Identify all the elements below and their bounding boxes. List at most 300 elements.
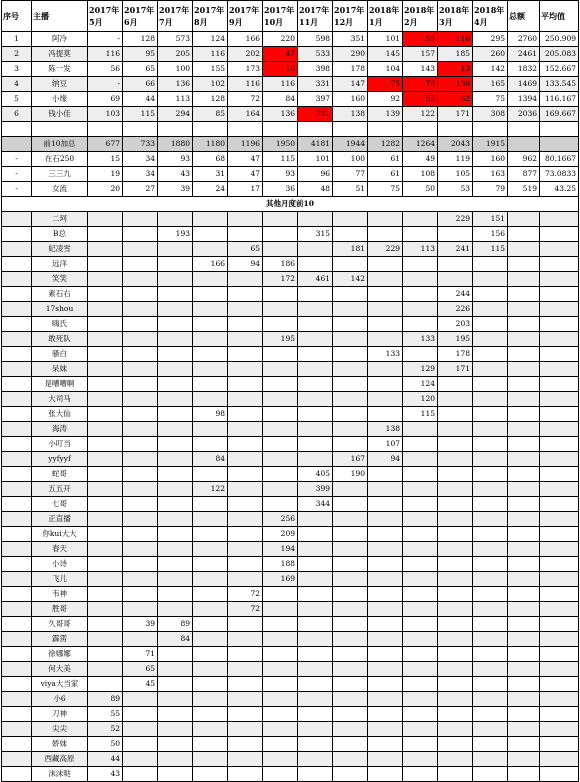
- month-value: 48: [298, 182, 333, 197]
- month-value: [263, 767, 298, 782]
- month-value: 102: [193, 77, 228, 92]
- month-value: [473, 557, 508, 572]
- month-value: [228, 452, 263, 467]
- month-value: 399: [298, 482, 333, 497]
- empty-cell: [2, 617, 32, 632]
- empty-cell: [540, 257, 579, 272]
- empty-cell: [298, 122, 333, 137]
- table-row: [2, 752, 579, 767]
- month-value: [228, 527, 263, 542]
- month-value: [158, 407, 193, 422]
- month-value: 115: [123, 107, 158, 122]
- table-row: [2, 257, 579, 272]
- row-total: [508, 137, 540, 152]
- empty-cell: [2, 602, 32, 617]
- section-title: 其他月度前10: [2, 197, 579, 212]
- table-row: [2, 362, 579, 377]
- month-value: [263, 602, 298, 617]
- month-value: [123, 332, 158, 347]
- empty-cell: [508, 287, 540, 302]
- month-value: 195: [263, 332, 298, 347]
- month-value: [263, 482, 298, 497]
- month-value: [298, 632, 333, 647]
- month-value: 50: [88, 737, 123, 752]
- month-value: [438, 707, 473, 722]
- month-value: [193, 737, 228, 752]
- month-value: [158, 242, 193, 257]
- empty-cell: [2, 512, 32, 527]
- row-total: 962: [508, 152, 540, 167]
- month-value: [158, 437, 193, 452]
- streamer-name: 飞儿: [32, 572, 88, 587]
- empty-cell: [540, 572, 579, 587]
- month-value: 171: [438, 362, 473, 377]
- month-value: 84: [158, 632, 193, 647]
- month-value: [298, 257, 333, 272]
- month-value: [263, 467, 298, 482]
- month-value: [473, 647, 508, 662]
- empty-cell: [2, 377, 32, 392]
- month-value: 95: [123, 47, 158, 62]
- month-value: [368, 302, 403, 317]
- month-value: [298, 347, 333, 362]
- month-value: [298, 707, 333, 722]
- month-value: [333, 632, 368, 647]
- month-value: 167: [333, 452, 368, 467]
- streamer-name: 三三九: [32, 167, 88, 182]
- month-value: [473, 587, 508, 602]
- empty-cell: [2, 767, 32, 782]
- month-value: [368, 692, 403, 707]
- month-value: [333, 767, 368, 782]
- month-value: [473, 752, 508, 767]
- empty-cell: [508, 752, 540, 767]
- month-value: [298, 557, 333, 572]
- empty-cell: [2, 392, 32, 407]
- month-value: 151: [473, 212, 508, 227]
- month-value: [88, 557, 123, 572]
- month-value: [403, 632, 438, 647]
- month-value: 53: [438, 182, 473, 197]
- month-value: [123, 557, 158, 572]
- month-value: [473, 422, 508, 437]
- month-value: 193: [158, 227, 193, 242]
- month-value: 147: [333, 77, 368, 92]
- table-row: [2, 572, 579, 587]
- month-value: [193, 332, 228, 347]
- month-value: 56: [88, 62, 123, 77]
- month-value: [333, 512, 368, 527]
- empty-cell: [508, 737, 540, 752]
- table-row: [2, 302, 579, 317]
- empty-cell: [540, 302, 579, 317]
- month-value: 397: [298, 92, 333, 107]
- column-header: 2018年4月: [473, 1, 508, 32]
- row-index: -: [2, 152, 32, 167]
- month-value: 188: [263, 557, 298, 572]
- month-value: [368, 362, 403, 377]
- month-value: [228, 317, 263, 332]
- month-value: 116: [193, 47, 228, 62]
- month-value: [123, 512, 158, 527]
- month-value: [263, 737, 298, 752]
- month-value: [403, 587, 438, 602]
- month-value: [228, 407, 263, 422]
- month-value: 79: [473, 182, 508, 197]
- month-value: [403, 617, 438, 632]
- month-value: 290: [333, 47, 368, 62]
- month-value: [158, 572, 193, 587]
- month-value: [88, 302, 123, 317]
- month-value: [403, 572, 438, 587]
- month-value: [368, 602, 403, 617]
- empty-cell: [2, 572, 32, 587]
- row-total: 1394: [508, 92, 540, 107]
- streamer-name: 徐娜娜: [32, 647, 88, 662]
- month-value: [368, 722, 403, 737]
- month-value: 17: [228, 182, 263, 197]
- empty-cell: [540, 467, 579, 482]
- table-row: [2, 722, 579, 737]
- month-value: 89: [88, 692, 123, 707]
- month-value: [298, 362, 333, 377]
- month-value: [473, 317, 508, 332]
- empty-cell: [193, 122, 228, 137]
- month-value: 104: [368, 62, 403, 77]
- streamer-name: 海涛: [32, 422, 88, 437]
- month-value: 24: [193, 182, 228, 197]
- month-value: 124: [193, 32, 228, 47]
- month-value: [473, 332, 508, 347]
- month-value: 47: [228, 167, 263, 182]
- month-value: [333, 722, 368, 737]
- empty-cell: [508, 242, 540, 257]
- month-value: [438, 692, 473, 707]
- month-value: [333, 497, 368, 512]
- month-value: [333, 617, 368, 632]
- month-value: 229: [438, 212, 473, 227]
- streamer-name: 西藏高原: [32, 752, 88, 767]
- month-value: [228, 617, 263, 632]
- month-value: [368, 617, 403, 632]
- month-value: [298, 572, 333, 587]
- month-value: [158, 482, 193, 497]
- month-value: [438, 632, 473, 647]
- month-value: [473, 407, 508, 422]
- table-row: [2, 332, 579, 347]
- table-row: [2, 602, 579, 617]
- month-value: 101: [368, 32, 403, 47]
- month-value: [193, 752, 228, 767]
- empty-cell: [508, 677, 540, 692]
- month-value: 50: [403, 182, 438, 197]
- table-row: [2, 497, 579, 512]
- month-value: [473, 362, 508, 377]
- streamer-name: 钱小佳: [32, 107, 88, 122]
- month-value: 181: [333, 242, 368, 257]
- sum-value: 1264: [403, 137, 438, 152]
- month-value: [228, 302, 263, 317]
- sum-value: 677: [88, 137, 123, 152]
- month-value: 39: [158, 182, 193, 197]
- month-value: [193, 542, 228, 557]
- month-value: [263, 407, 298, 422]
- month-value: 31: [193, 167, 228, 182]
- month-value: 100: [333, 152, 368, 167]
- row-index: [2, 137, 32, 152]
- month-value: 139: [368, 107, 403, 122]
- month-value: [333, 527, 368, 542]
- month-value: [123, 497, 158, 512]
- month-value: [123, 212, 158, 227]
- month-value: [333, 707, 368, 722]
- empty-cell: [2, 557, 32, 572]
- month-value: [123, 302, 158, 317]
- sum-value: 733: [123, 137, 158, 152]
- month-value: 172: [263, 272, 298, 287]
- month-value: 71: [123, 647, 158, 662]
- month-value: [88, 242, 123, 257]
- month-value: 138: [333, 107, 368, 122]
- month-value: 122: [403, 107, 438, 122]
- month-value: [193, 347, 228, 362]
- table-row: [2, 482, 579, 497]
- empty-cell: [540, 602, 579, 617]
- month-value: [473, 692, 508, 707]
- month-value: [473, 482, 508, 497]
- month-value: 256: [263, 512, 298, 527]
- empty-cell: [540, 407, 579, 422]
- month-value: [158, 497, 193, 512]
- month-value: [88, 212, 123, 227]
- empty-cell: [540, 677, 579, 692]
- empty-cell: [508, 707, 540, 722]
- month-value: [438, 482, 473, 497]
- month-value: [193, 317, 228, 332]
- month-value: 78: [403, 77, 438, 92]
- month-value: 405: [298, 467, 333, 482]
- month-value: [88, 647, 123, 662]
- month-value: 143: [403, 62, 438, 77]
- month-value: [228, 497, 263, 512]
- sum-value: 1196: [228, 137, 263, 152]
- empty-cell: [540, 122, 579, 137]
- month-value: [88, 362, 123, 377]
- month-value: 185: [438, 47, 473, 62]
- empty-cell: [2, 482, 32, 497]
- table-row: [2, 692, 579, 707]
- empty-cell: [508, 692, 540, 707]
- month-value: [263, 362, 298, 377]
- streamer-name: 春天: [32, 542, 88, 557]
- empty-cell: [508, 452, 540, 467]
- empty-cell: [540, 722, 579, 737]
- month-value: [403, 542, 438, 557]
- empty-cell: [2, 527, 32, 542]
- table-row: [2, 527, 579, 542]
- month-value: [228, 287, 263, 302]
- month-value: [298, 647, 333, 662]
- empty-cell: [540, 362, 579, 377]
- month-value: 85: [193, 107, 228, 122]
- month-value: [403, 497, 438, 512]
- streamer-name: 尖尖: [32, 722, 88, 737]
- month-value: [263, 587, 298, 602]
- empty-cell: [540, 617, 579, 632]
- month-value: [263, 287, 298, 302]
- month-value: 205: [158, 47, 193, 62]
- month-value: [123, 587, 158, 602]
- month-value: [473, 452, 508, 467]
- table-row: [2, 542, 579, 557]
- table-row: [2, 92, 579, 107]
- month-value: [438, 617, 473, 632]
- month-value: [263, 647, 298, 662]
- month-value: [263, 662, 298, 677]
- month-value: [333, 482, 368, 497]
- empty-cell: [2, 497, 32, 512]
- month-value: [123, 467, 158, 482]
- month-value: 55: [403, 92, 438, 107]
- empty-cell: [540, 527, 579, 542]
- month-value: [193, 602, 228, 617]
- month-value: [123, 392, 158, 407]
- month-value: [88, 347, 123, 362]
- month-value: [298, 767, 333, 782]
- month-value: 145: [368, 47, 403, 62]
- spacer-row: [2, 122, 579, 137]
- streamer-name: yyfyyf: [32, 452, 88, 467]
- month-value: [228, 542, 263, 557]
- table-row: [2, 317, 579, 332]
- month-value: [333, 557, 368, 572]
- month-value: [473, 572, 508, 587]
- month-value: 47: [228, 152, 263, 167]
- month-value: 133: [403, 332, 438, 347]
- month-value: 119: [438, 152, 473, 167]
- month-value: 142: [473, 62, 508, 77]
- month-value: [438, 767, 473, 782]
- month-value: [438, 752, 473, 767]
- column-header: 2017年12月: [333, 1, 368, 32]
- month-value: [228, 572, 263, 587]
- column-header: 2017年8月: [193, 1, 228, 32]
- month-value: [298, 437, 333, 452]
- table-row: [2, 617, 579, 632]
- month-value: [298, 542, 333, 557]
- row-total: 2036: [508, 107, 540, 122]
- streamer-name: 素石右: [32, 287, 88, 302]
- streamer-name: 霹雳: [32, 632, 88, 647]
- month-value: 202: [228, 47, 263, 62]
- month-value: [333, 647, 368, 662]
- empty-cell: [2, 347, 32, 362]
- month-value: [193, 512, 228, 527]
- table-row: [2, 287, 579, 302]
- empty-cell: [540, 347, 579, 362]
- empty-cell: [2, 287, 32, 302]
- streamer-name: 你kui大大: [32, 527, 88, 542]
- empty-cell: [2, 467, 32, 482]
- empty-cell: [2, 422, 32, 437]
- empty-cell: [540, 737, 579, 752]
- month-value: [88, 377, 123, 392]
- month-value: [473, 722, 508, 737]
- month-value: 94: [228, 257, 263, 272]
- row-total: 1469: [508, 77, 540, 92]
- month-value: 160: [333, 92, 368, 107]
- row-total: 2461: [508, 47, 540, 62]
- empty-cell: [508, 122, 540, 137]
- empty-cell: [508, 332, 540, 347]
- month-value: [88, 452, 123, 467]
- month-value: [263, 437, 298, 452]
- month-value: [368, 512, 403, 527]
- month-value: 20: [88, 182, 123, 197]
- month-value: [88, 332, 123, 347]
- month-value: [263, 707, 298, 722]
- empty-cell: [2, 122, 32, 137]
- month-value: 43: [158, 167, 193, 182]
- month-value: 96: [298, 167, 333, 182]
- month-value: 315: [298, 227, 333, 242]
- month-value: [333, 422, 368, 437]
- row-total: 1832: [508, 62, 540, 77]
- month-value: [403, 347, 438, 362]
- empty-cell: [438, 122, 473, 137]
- month-value: [158, 287, 193, 302]
- column-header: 2017年5月: [88, 1, 123, 32]
- month-value: 130: [438, 77, 473, 92]
- month-value: [298, 407, 333, 422]
- month-value: [123, 482, 158, 497]
- month-value: [263, 392, 298, 407]
- empty-cell: [2, 257, 32, 272]
- table-row: [2, 272, 579, 287]
- month-value: [123, 542, 158, 557]
- month-value: 166: [193, 257, 228, 272]
- streamer-name: 刀神: [32, 707, 88, 722]
- empty-cell: [540, 227, 579, 242]
- month-value: 160: [473, 152, 508, 167]
- empty-cell: [2, 212, 32, 227]
- month-value: 295: [473, 32, 508, 47]
- month-value: [473, 467, 508, 482]
- month-value: [263, 497, 298, 512]
- month-value: [333, 257, 368, 272]
- row-index: 3: [2, 62, 32, 77]
- month-value: [473, 602, 508, 617]
- month-value: [158, 377, 193, 392]
- empty-cell: [2, 722, 32, 737]
- row-average: 250.909: [540, 32, 579, 47]
- streamer-name: 纳豆: [32, 77, 88, 92]
- empty-cell: [540, 212, 579, 227]
- table-row: [2, 662, 579, 677]
- month-value: [333, 362, 368, 377]
- month-value: [298, 662, 333, 677]
- month-value: 138: [368, 422, 403, 437]
- month-value: [298, 737, 333, 752]
- month-value: [123, 452, 158, 467]
- month-value: [403, 257, 438, 272]
- month-value: [298, 587, 333, 602]
- empty-cell: [508, 767, 540, 782]
- streamer-name: 娇妹: [32, 737, 88, 752]
- month-value: 39: [123, 617, 158, 632]
- month-value: [473, 257, 508, 272]
- month-value: [438, 272, 473, 287]
